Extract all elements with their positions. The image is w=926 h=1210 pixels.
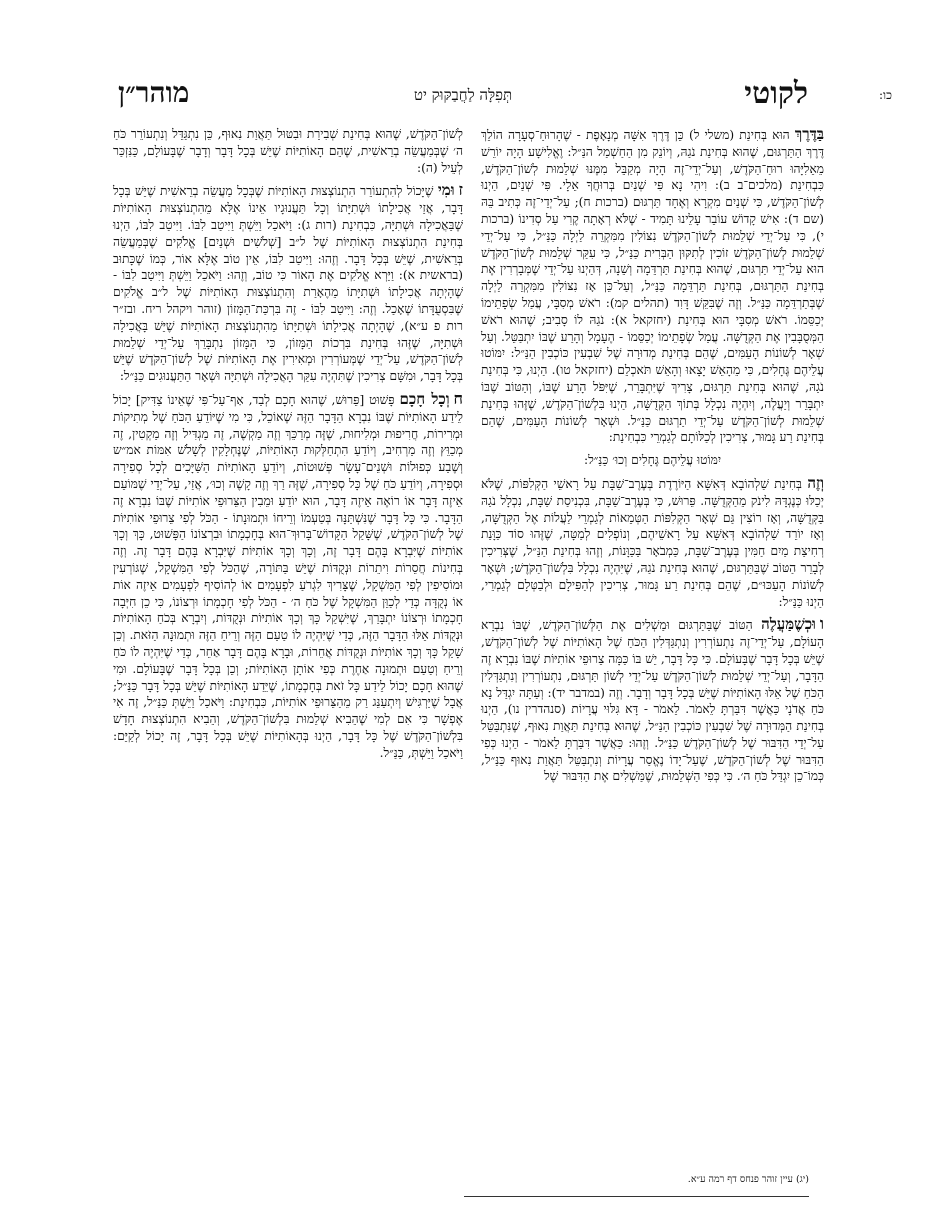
paragraph bbox=[113, 182, 463, 385]
lead-word: וְכָל חָכָם bbox=[399, 389, 450, 408]
running-head: תְּפִלָּה לַחֲבַקּוּק יט bbox=[413, 86, 513, 104]
lead-word: וְזֶה bbox=[807, 473, 824, 492]
lead-word: וּמִי bbox=[437, 181, 455, 200]
paragraph bbox=[481, 126, 824, 446]
section-number: ח bbox=[453, 388, 463, 408]
lead-word: וּכְשֶׁמַּעֲלֶה bbox=[761, 615, 816, 634]
paragraph-text: יִמּוֹטוּ עֲלֵיהֶם גֶּחָלִים וְכוּ׳ כַּנַּ״ל: bbox=[583, 453, 722, 468]
book-title-right: לקוטי bbox=[744, 76, 808, 111]
page-header bbox=[118, 76, 892, 112]
right-text-column bbox=[481, 126, 824, 791]
footnote-divider bbox=[464, 1196, 809, 1197]
paragraph-text: לְשׁוֹן־הַקֹּדֶשׁ, שֶׁהוּא בְּחִינַת שְׁבִירַת וּבִטּוּל תַּאֲוַת נִאוּף, כֵּן נִתְגַּדֵּל וְנִתְעוֹרֵר כֹּחַ ה׳ שֶׁבְּמַעֲשֵׂה בְרֵאשִׁית, שֶׁהֵם הָאוֹתִיּוֹת שֶׁיֵּשׁ בְּכָל דָּבָר וְדָבָר שֶׁבָּעוֹלָם, כַּנִּזְכַּר לְעֵיל (ה): bbox=[113, 127, 463, 175]
left-text-column bbox=[113, 126, 463, 767]
paragraph-text: בְּחִינַת שַׁלְהוֹבָא דְּאִשָּׁא הַיּוֹרֶדֶת בְּעֶרֶב־שַׁבָּת עַל רָאשֵׁי הַקְּלִפּוֹת, שֶׁלֹּא יְכַלּוּ כְּנֶגְדָּהּ לִינֹק מֵהַקְּדֻשָּׁה. פֵּרוּשׁ, כִּי בְּעֶרֶב־שַׁבָּת, בִּכְנִיסַת שַׁבָּת, נִכְלָל נֹגַהּ בַּקְּדֻשָּׁה, וְאָז רוֹצִין גַּם שְׁאָר הַקְּלִפּוֹת הַטְּמֵאוֹת לְגַמְרֵי לַעֲלוֹת אֶל הַקְּדֻשָּׁה, וְאָז יוֹרֵד שַׁלְהוֹבָא דְּאִשָּׁא עַל רָאשֵׁיהֶם, וְנוֹפְלִים לְמַטָּה, שֶׁזֶּהוּ סוֹד כַּוָּנַת רְחִיצַת מַיִם חַמִּין בְּעֶרֶב־שַׁבָּת, כַּמְבֹאָר בַּכַּוָּנוֹת, וְזֶהוּ בְּחִינַת הַנַּ״ל, שֶׁצְּרִיכִין לְבָרֵר הַטּוֹב שֶׁבַּתַּרְגּוּם, שֶׁהוּא בְּחִינַת נֹגַהּ, שֶׁיִּהְיֶה נִכְלָל בִּלְשׁוֹן־הַקֹּדֶשׁ; וּשְׁאָר לְשׁוֹנוֹת הָעַכּוּ״ם, שֶׁהֵם בְּחִינַת רַע גָּמוּר, צְרִיכִין לְהַפִּילָם וּלְבַטְּלָם לְגַמְרֵי, הַיְנוּ כַּנַּ״ל: bbox=[481, 476, 824, 609]
paragraph bbox=[113, 388, 463, 762]
paragraph bbox=[481, 475, 824, 610]
paragraph-text: הוּא בְּחִינַת (משלי ל) כֵּן דֶּרֶךְ אִשָּׁה מְנָאָפֶת - שֶׁהָרוּחַ־סְעָרָה הוֹלֵךְ דֶּרֶךְ הַתַּרְגּוּם, שֶׁהוּא בְּחִינַת נֹגַהּ, וְיוֹנֵק מִן הַחַשְׁמַל הנַּ״ל: וֶאֱלִישָׁע הָיָה יוֹרֵשׁ מֵאֵלִיָּהוּ רוּחַ־הַקֹּדֶשׁ, וְעַל־יְדֵי־זֶה הָיָה מְקַבֵּל מִמֶּנּוּ שְׁלֵמוּת לְשׁוֹן־הַקֹּדֶשׁ, כִּבְחִינַת (מלכים־ב ב): וִיהִי נָא פִּי שְׁנַיִם בְּרוּחֲךָ אֵלָי. פִּי שְׁנַיִם, הַיְנוּ לְשׁוֹן־הַקֹּדֶשׁ, כִּי שְׁנַיִם מִקְרָא וְאֶחָד תַּרְגּוּם (ברכות ח); עַל־יְדֵי־זֶה כְּתִיב בֵּהּ (שם ד): אִישׁ קָדוֹשׁ עוֹבֵר עָלֵינוּ תָּמִיד - שֶׁלֹּא רְאָתָה קֶרִי עַל סְדִינוֹ (ברכות י), כִּי עַל־יְדֵי שְׁלֵמוּת לְשׁוֹן־הַקֹּדֶשׁ נִצּוֹלִין מִמִּקְרֵה לַיְלָה כַּנַּ״ל, כִּי עַל־יְדֵי שְׁלֵמוּת לְשׁוֹן־הַקֹּדֶשׁ זוֹכִין לְתִקּוּן הַבְּרִית כַּנַּ״ל, כִּי עִקַּר שְׁלֵמוּת לְשׁוֹן־הַקֹּדֶשׁ הוּא עַל־יְדֵי תַּרְגּוּם, שֶׁהוּא בְּחִינַת תַּרְדֵּמָה וְשֵׁנָה, דְּהַיְנוּ עַל־יְדֵי שֶׁמְּבָרְרִין אֶת בְּחִינַת הַתַּרְגּוּם, בְּחִינַת תַּרְדֵּמָה כַּנַּ״ל, וְעַל־כֵּן אָז נִצּוֹלִין מִמִּקְרֵה לַיְלָה שֶׁבְּתַרְדֵּמָה כַּנַּ״ל. וְזֶה שֶׁבִּקֵּשׁ דָּוִד (תהלים קמ): רֹאשׁ מְסִבָּי, עֲמַל שְׂפָתֵימוֹ יְכַסֵּמוֹ. רֹאשׁ מְסִבָּי הוּא בְּחִינַת (יחזקאל א): נֹגַהּ לוֹ סָבִיב; שֶׁהוּא רֹאשׁ הַמְּסֻבָּבִין אֶת הַקְּדֻשָּׁה. עֲמַל שְׂפָתֵימוֹ יְכַסֵּמוֹ - הֶעָמָל וְהָרַע שֶׁבּוֹ יִתְבַּטֵּל. וְעַל שְׁאָר לְשׁוֹנוֹת הָעַמִּים, שֶׁהֵם בְּחִינַת מְדוּרָה שֶׁל שִׁבְעִין כּוֹכְבִין הַנַּ״ל: יִמּוֹטוּ עֲלֵיהֶם גֶּחָלִים, כִּי מֵהָאֵשׁ יָצָאוּ וְהָאֵשׁ תֹּאכְלֵם (יחזקאל טו). הַיְנוּ, כִּי בְּחִינַת נֹגַהּ, שֶׁהוּא בְּחִינַת תַּרְגּוּם, צָרִיךְ שֶׁיִּתְבָּרֵר, שֶׁיִּפֹּל הָרַע שֶׁבּוֹ, וְהַטּוֹב שֶׁבּוֹ יִתְבָּרֵר וְיַעֲלֶה, וְיִהְיֶה נִכְלָל בְּתוֹךְ הַקְּדֻשָּׁה, הַיְנוּ בִּלְשׁוֹן־הַקֹּדֶשׁ, שֶׁזֶּהוּ בְּחִינַת שְׁלֵמוּת לְשׁוֹן־הַקֹּדֶשׁ עַל־יְדֵי תַרְגּוּם כַּנַּ״ל. וּשְׁאָר לְשׁוֹנוֹת הָעַמִּים, שֶׁהֵם בְּחִינַת רַע גָּמוּר, צְרִיכִין לְכַלּוֹתָם לְגַמְרֵי כִּבְחִינַת: bbox=[481, 128, 824, 445]
footnote: (יג) עיין זוהר פנחס דף רמה ע״א. bbox=[687, 1174, 809, 1185]
section-number: ז bbox=[458, 180, 464, 200]
paragraph-text: פָּשׁוּט [פֵּרוּשׁ, שֶׁהוּא חָכָם לְבַד, אַף־עַל־פִּי שֶׁאֵינוֹ צַדִּיק] יָכוֹל לֵידַע הָאוֹתִיּוֹת שֶׁבּוֹ נִבְרָא הַדָּבָר הַזֶּה שֶׁאוֹכֵל, כִּי מִי שֶׁיּוֹדֵעַ הַכֹּחַ שֶׁל מְתִיקוֹת וּמְרִירוֹת, חֲרִיפוּת וּמְלִיחוּת, שֶׁזֶּה מְרַכֵּךְ וְזֶה מַקְשֶׁה, זֶה מַגְדִּיל וְזֶה מַקְטִין, זֶה מְכַוֵּץ וְזֶה מַרְחִיב, וְיוֹדֵעַ הִתְחַלְּקוּת הָאוֹתִיּוֹת, שֶׁנֶּחְלָקִין לְשָׁלֹשׁ אִמּוֹת אמ״ש וְשֶׁבַע כְּפוּלוֹת וּשְׁנֵים־עָשָׂר פְּשׁוּטוֹת, וְיוֹדֵעַ הָאוֹתִיּוֹת הַשַּׁיָּכִים לְכָל סְפִירָה וּסְפִירָה, וְיוֹדֵעַ כֹּחַ שֶׁל כָּל סְפִירָה, שֶׁזֶּה רַךְ וְזֶה קָשֶׁה וְכוּ׳, אֲזַי, עַל־יְדֵי שֶׁמּוֹעֵם אֵיזֶה דָּבָר אוֹ רוֹאֶה אֵיזֶה דָּבָר, הוּא יוֹדֵעַ וּמֵבִין הַצֵּרוּפֵי אוֹתִיּוֹת שֶׁבּוֹ נִבְרָא זֶה הַדָּבָר. כִּי כָּל דָּבָר שֶׁנִּשְׁתַּנָּה בְּטַעְמוֹ וְרֵיחוֹ וּתְמוּנָתוֹ - הַכֹּל לְפִי צֵרוּפֵי אוֹתִיּוֹת שֶׁל לְשׁוֹן־הַקֹּדֶשׁ, שֶׁשָּׁקַל הַקָּדוֹשׁ־בָּרוּךְ־הוּא בְּחָכְמָתוֹ וּבִרְצוֹנוֹ הַפָּשׁוּט, כָּךְ וְכָךְ אוֹתִיּוֹת שֶׁיִּבְרָא בָּהֶם דָּבָר זֶה, וְכָךְ וְכָךְ אוֹתִיּוֹת שֶׁיִּבְרָא בָּהֶם דָּבָר זֶה. וְזֶה בְּחִינוֹת חֲסֵרוֹת וִיתֵרוֹת וּנְקֻדּוֹת שֶׁיֵּשׁ בַּתּוֹרָה, שֶׁהַכֹּל לְפִי הַמִּשְׁקָל, שֶׁגּוֹרְעִין וּמוֹסִיפִין לְפִי הַמִּשְׁקָל, שֶׁצָּרִיךְ לִגְרֹעַ לִפְעָמִים אוֹ לְהוֹסִיף לִפְעָמִים אֵיזֶה אוֹת אוֹ נְקֻדָּה כְּדֵי לְכַוֵּן הַמִּשְׁקָל שֶׁל כֹּחַ ה׳ - הַכֹּל לְפִי חָכְמָתוֹ וּרְצוֹנוֹ, כִּי כֵן חִיְּבָה חָכְמָתוֹ וּרְצוֹנוֹ יִתְבָּרַךְ, שֶׁיִּשְׁקַל כָּךְ וְכָךְ אוֹתִיּוֹת וּנְקֻדּוֹת, וְיִבְרָא בְּכֹחַ הָאוֹתִיּוֹת וּנְקֻדּוֹת אֵלּוּ הַדָּבָר הַזֶּה, כְּדֵי שֶׁיִּהְיֶה לוֹ טַעַם הַזֶּה וְרֵיחַ הַזֶּה וּתְמוּנָה הַזֹּאת. וְכֵן שָׁקַל כָּךְ וְכָךְ אוֹתִיּוֹת וּנְקֻדּוֹת אֲחֵרוֹת, וּבָרָא בָּהֶם דָּבָר אַחֵר, כְּדֵי שֶׁיִּהְיֶה לוֹ כֹּחַ וְרֵיחַ וְטַעַם וּתְמוּנָה אַחֶרֶת כְּפִי אוֹתָן הָאוֹתִיּוֹת; וְכֵן בְּכָל דָּבָר שֶׁבָּעוֹלָם. וּמִי שֶׁהוּא חָכָם יָכוֹל לֵידַע כָּל זֹאת בְּחָכְמָתוֹ, שֶׁיֵּדַע הָאוֹתִיּוֹת שֶׁיֵּשׁ בְּכָל דָּבָר כַּנַּ״ל; אֲבָל שֶׁיַּרְגִּישׁ וְיִתְעַנֵּג רַק מֵהַצֵּרוּפֵי אוֹתִיּוֹת, כִּבְחִינַת: וַיֹּאכַל וַיֵּשְׁתְּ כַּנַּ״ל, זֶה אִי אֶפְשָׁר כִּי אִם לְמִי שֶׁהֵבִיא שְׁלֵמוּת בִּלְשׁוֹן־הַקֹּדֶשׁ, וְהֵבִיא הִתְנוֹצְצוּת חָדָשׁ בִּלְשׁוֹן־הַקֹּדֶשׁ שֶׁל כָּל דָּבָר, הַיְנוּ בְּהָאוֹתִיּוֹת שֶׁיֵּשׁ בְּכָל דָּבָר, זֶה יָכוֹל לְקַיֵּם: וַיֹּאכַל וַיֵּשְׁתְּ, כַּנַּ״ל. bbox=[113, 392, 463, 760]
paragraph bbox=[113, 126, 463, 176]
book-title-left: מוהר״ן bbox=[118, 76, 190, 109]
section-number: ו bbox=[819, 614, 824, 634]
paragraph bbox=[481, 616, 824, 785]
paragraph-text: שֶׁיָּכוֹל לְהִתְעוֹרֵר הִתְנוֹצְצוּת הָאוֹתִיּוֹת שֶׁבְּכָל מַעֲשֵׂה בְרֵאשִׁית שֶׁיֵּשׁ בְּכָל דָּבָר, אֲזַי אֲכִילָתוֹ וּשְׁתִיָּתוֹ וְכָל תַּעֲנוּגָיו אֵינוֹ אֶלָּא מֵהִתְנוֹצְצוּת הָאוֹתִיּוֹת שֶׁבַּאֲכִילָה וּשְׁתִיָּה, כִּבְחִינַת (רות ג): וַיֹּאכַל וַיֵּשְׁתְּ וַיִּיטַב לִבּוֹ. וַיִּיטַב לִבּוֹ, הַיְנוּ בְּחִינַת הִתְנוֹצְצוּת הָאוֹתִיּוֹת שֶׁל ל״ב [שְׁלֹשִׁים וּשְׁנַיִם] אֱלֹקִים שֶׁבְּמַעֲשֵׂה בְּרֵאשִׁית, שֶׁיֵּשׁ בְּכָל דָּבָר. וְזֶהוּ: וַיִּיטַב לִבּוֹ, אֵין טוֹב אֶלָּא אוֹר, כְּמוֹ שֶׁכָּתוּב (בראשית א): וַיַּרְא אֱלֹקִים אֶת הָאוֹר כִּי טוֹב, וְזֶהוּ: וַיֹּאכַל וַיֵּשְׁתְּ וַיִּיטַב לִבּוֹ - שֶׁהָיְתָה אֲכִילָתוֹ וּשְׁתִיָּתוֹ מֵהֶאָרַת וְהִתְנוֹצְצוּת הָאוֹתִיּוֹת שֶׁל ל״ב אֱלֹקִים שֶׁבִּסְעֻדָּתוֹ שֶׁאָכַל. וְזֶה: וַיִּיטַב לִבּוֹ - זֶה בִּרְכַּת־הַמָּזוֹן (זוהר ויקהל ריח. ובז״ר רות פ ע״א), שֶׁהָיְתָה אֲכִילָתוֹ וּשְׁתִיָּתוֹ מֵהִתְנוֹצְצוּת הָאוֹתִיּוֹת שֶׁיֵּשׁ בָּאֲכִילָה וּשְׁתִיָּה, שֶׁזֶּהוּ בְּחִינַת בִּרְכוֹת הַמָּזוֹן, כִּי הַמָּזוֹן נִתְבָּרֵךְ עַל־יְדֵי שְׁלֵמוּת לְשׁוֹן־הַקֹּדֶשׁ, עַל־יְדֵי שֶׁמְּעוֹרְרִין וּמְאִירִין אֶת הָאוֹתִיּוֹת שֶׁל לְשׁוֹן־הַקֹּדֶשׁ שֶׁיֵּשׁ בְּכָל דָּבָר, וּמִשָּׁם צְרִיכִין שֶׁתִּהְיֶה עִקַּר הָאֲכִילָה וּשְׁתִיָּה וּשְׁאָר הַתַּעֲנוּגִים כַּנַּ״ל: bbox=[113, 184, 463, 384]
folio-number: כו: bbox=[879, 88, 892, 102]
lead-word: בַּדֶּרֶךְ bbox=[794, 125, 825, 143]
paragraph bbox=[481, 452, 824, 469]
paragraph-text: הַטּוֹב שֶׁבַּתַּרְגּוּם וּמַשְׁלִים אֶת הַלְּשׁוֹן־הַקֹּדֶשׁ, שֶׁבּוֹ נִבְרָא הָעוֹלָם, עַל־יְדֵי־זֶה נִתְעוֹרְרִין וְנִתְגַּדְּלִין הַכֹּחַ שֶׁל הָאוֹתִיּוֹת שֶׁל לְשׁוֹן־הַקֹּדֶשׁ, שֶׁיֵּשׁ בְּכָל דָּבָר שֶׁבָּעוֹלָם. כִּי כָּל דָּבָר, יֵשׁ בּוֹ כַּמָּה צֵרוּפֵי אוֹתִיּוֹת שֶׁבּוֹ נִבְרָא זֶה הַדָּבָר, וְעַל־יְדֵי שְׁלֵמוּת לְשׁוֹן־הַקֹּדֶשׁ עַל־יְדֵי לְשׁוֹן תַּרְגּוּם, נִתְעוֹרְרִין וְנִתְגַּדְּלִין הַכֹּחַ שֶׁל אֵלּוּ הָאוֹתִיּוֹת שֶׁיֵּשׁ בְּכָל דָּבָר וְדָבָר. וְזֶה (במדבר יד): וְעַתָּה יִגְדַּל נָא כֹּחַ אֲדֹנָי כַּאֲשֶׁר דִּבַּרְתָּ לֵאמֹר. לֵאמֹר - דָּא גִּלּוּי עֲרָיוֹת (סנהדרין נו), הַיְנוּ בְּחִינַת הַמְּדוּרָה שֶׁל שִׁבְעִין כּוֹכְבִין הַנַּ״ל, שֶׁהוּא בְּחִינַת תַּאֲוַת נִאוּף, שֶׁנִּתְבַּטֵּל עַל־יְדֵי הַדִּבּוּר שֶׁל לְשׁוֹן־הַקֹּדֶשׁ כַּנַּ״ל. וְזֶהוּ: כַּאֲשֶׁר דִּבַּרְתָּ לֵאמֹר - הַיְנוּ כְּפִי הַדִּבּוּר שֶׁל לְשׁוֹן־הַקֹּדֶשׁ, שֶׁעַל־יָדוֹ נֶאֱסַר עֲרָיוֹת וְנִתְבַּטֵּל תַּאֲוַת נִאוּף כַּנַּ״ל, כְּמוֹ־כֵן יִגְדַּל כֹּחַ ה׳. כִּי כְּפִי הַשְּׁלֵמוּת, שֶׁמַּשְׁלִים אֶת הַדִּבּוּר שֶׁל bbox=[481, 618, 824, 784]
